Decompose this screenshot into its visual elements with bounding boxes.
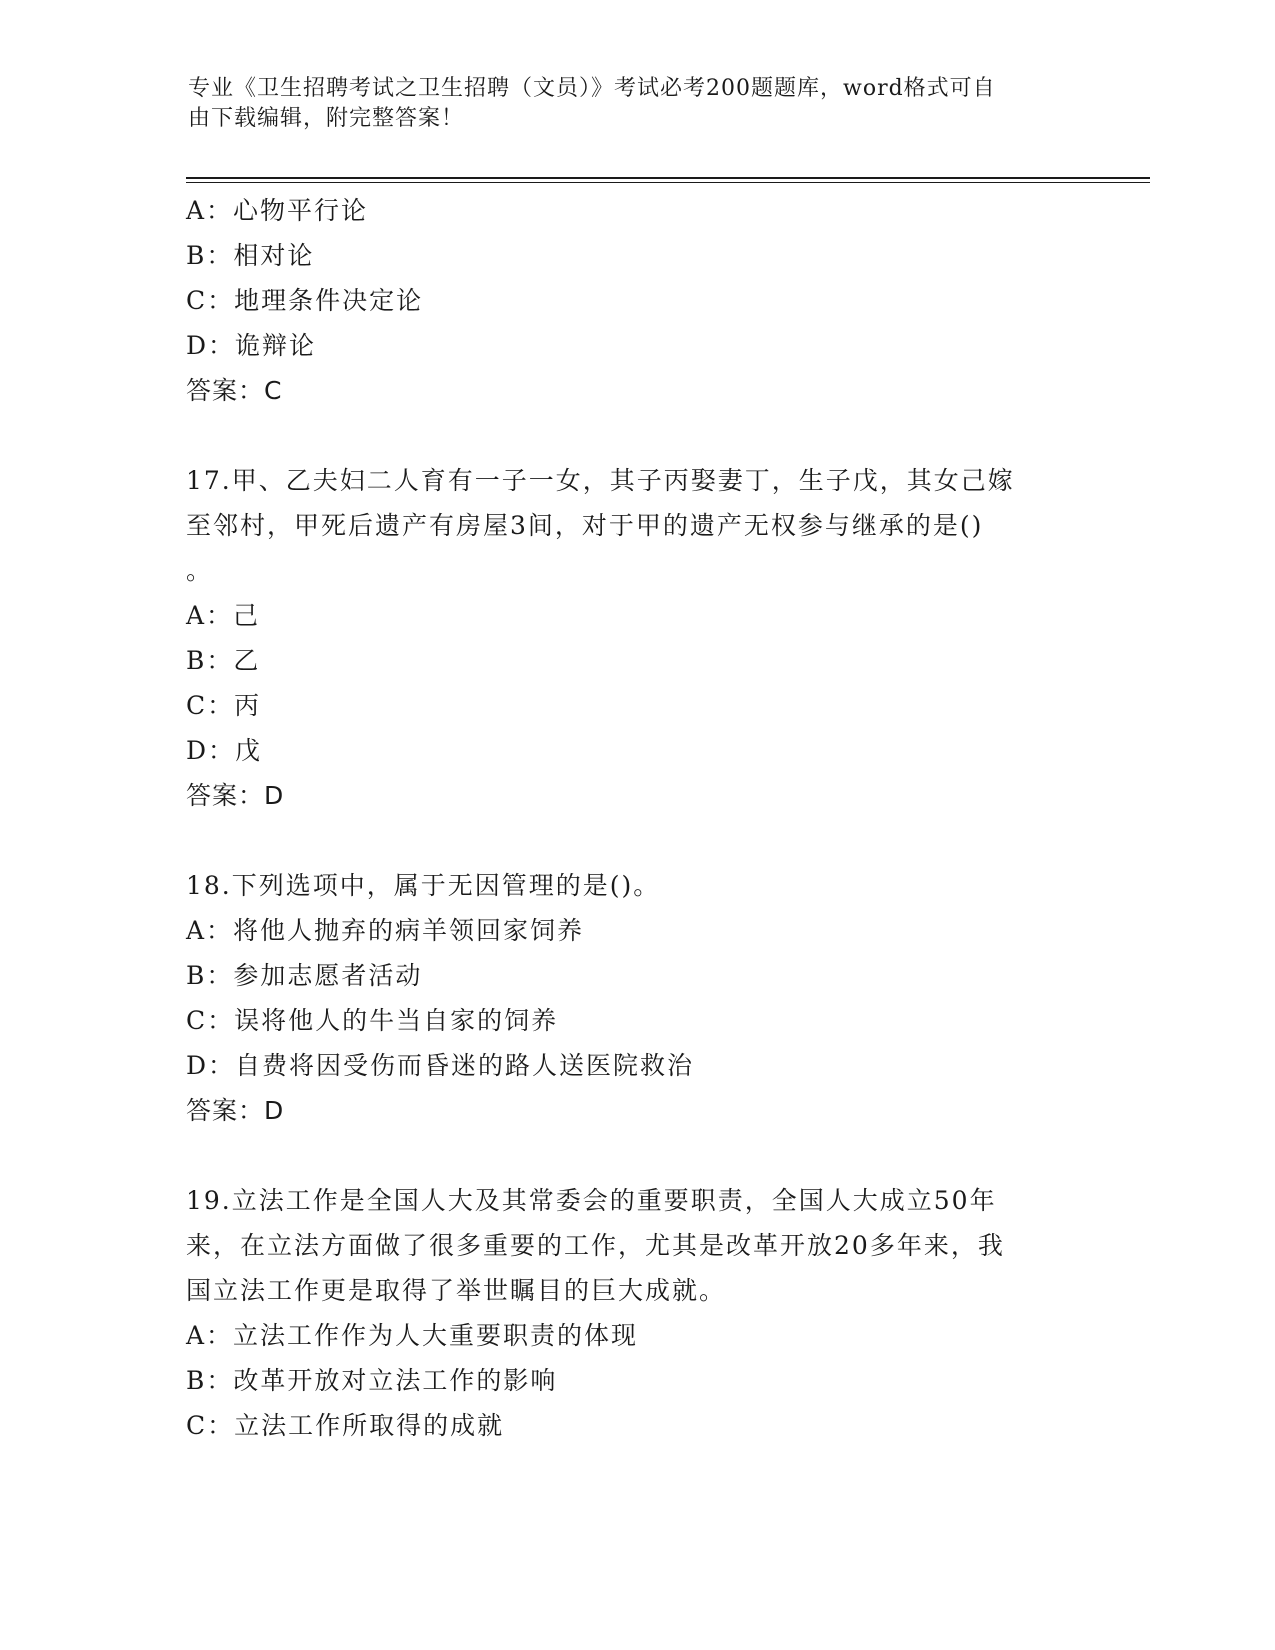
question-text-line: 。 (186, 556, 214, 585)
question-18-block (186, 863, 1086, 1133)
option-d: D：自费将因受伤而昏迷的路人送医院救治 (186, 1051, 695, 1080)
question-text-line: 18.下列选项中，属于无因管理的是()。 (186, 871, 661, 900)
answer-line: 答案：D (186, 1096, 285, 1125)
answer-line: 答案：D (186, 781, 285, 810)
option-a: A：己 (186, 601, 261, 630)
spacer (186, 1133, 1086, 1178)
option-a: A：心物平行论 (186, 196, 369, 225)
question-16-block (186, 188, 1086, 413)
option-b: B：改革开放对立法工作的影响 (186, 1366, 558, 1395)
header-line-2: 由下载编辑，附完整答案！ (188, 106, 465, 131)
document-header (188, 74, 1068, 134)
question-17-block (186, 458, 1086, 818)
header-line-1: 专业《卫生招聘考试之卫生招聘（文员）》考试必考200题题库，word格式可自 (188, 76, 996, 101)
option-b: B：乙 (186, 646, 261, 675)
spacer (186, 818, 1086, 863)
spacer (186, 413, 1086, 458)
question-text-line: 至邻村，甲死后遗产有房屋3间，对于甲的遗产无权参与继承的是() (186, 511, 984, 540)
option-d: D：戊 (186, 736, 263, 765)
header-divider-thick (186, 177, 1150, 179)
question-content (186, 188, 1086, 1448)
option-d: D：诡辩论 (186, 331, 317, 360)
option-c: C：地理条件决定论 (186, 286, 424, 315)
question-text-line: 来，在立法方面做了很多重要的工作，尤其是改革开放20多年来，我 (186, 1231, 1005, 1260)
header-divider-thin (186, 182, 1150, 183)
answer-line: 答案：C (186, 376, 283, 405)
option-a: A：立法工作作为人大重要职责的体现 (186, 1321, 639, 1350)
option-c: C：立法工作所取得的成就 (186, 1411, 505, 1440)
question-text-line: 17.甲、乙夫妇二人育有一子一女，其子丙娶妻丁，生子戊，其女己嫁 (186, 466, 1015, 495)
option-b: B：参加志愿者活动 (186, 961, 423, 990)
option-c: C：丙 (186, 691, 262, 720)
option-b: B：相对论 (186, 241, 315, 270)
option-a: A：将他人抛弃的病羊领回家饲养 (186, 916, 585, 945)
question-text-line: 19.立法工作是全国人大及其常委会的重要职责，全国人大成立50年 (186, 1186, 997, 1215)
question-19-block (186, 1178, 1086, 1448)
question-text-line: 国立法工作更是取得了举世瞩目的巨大成就。 (186, 1276, 727, 1305)
option-c: C：误将他人的牛当自家的饲养 (186, 1006, 559, 1035)
